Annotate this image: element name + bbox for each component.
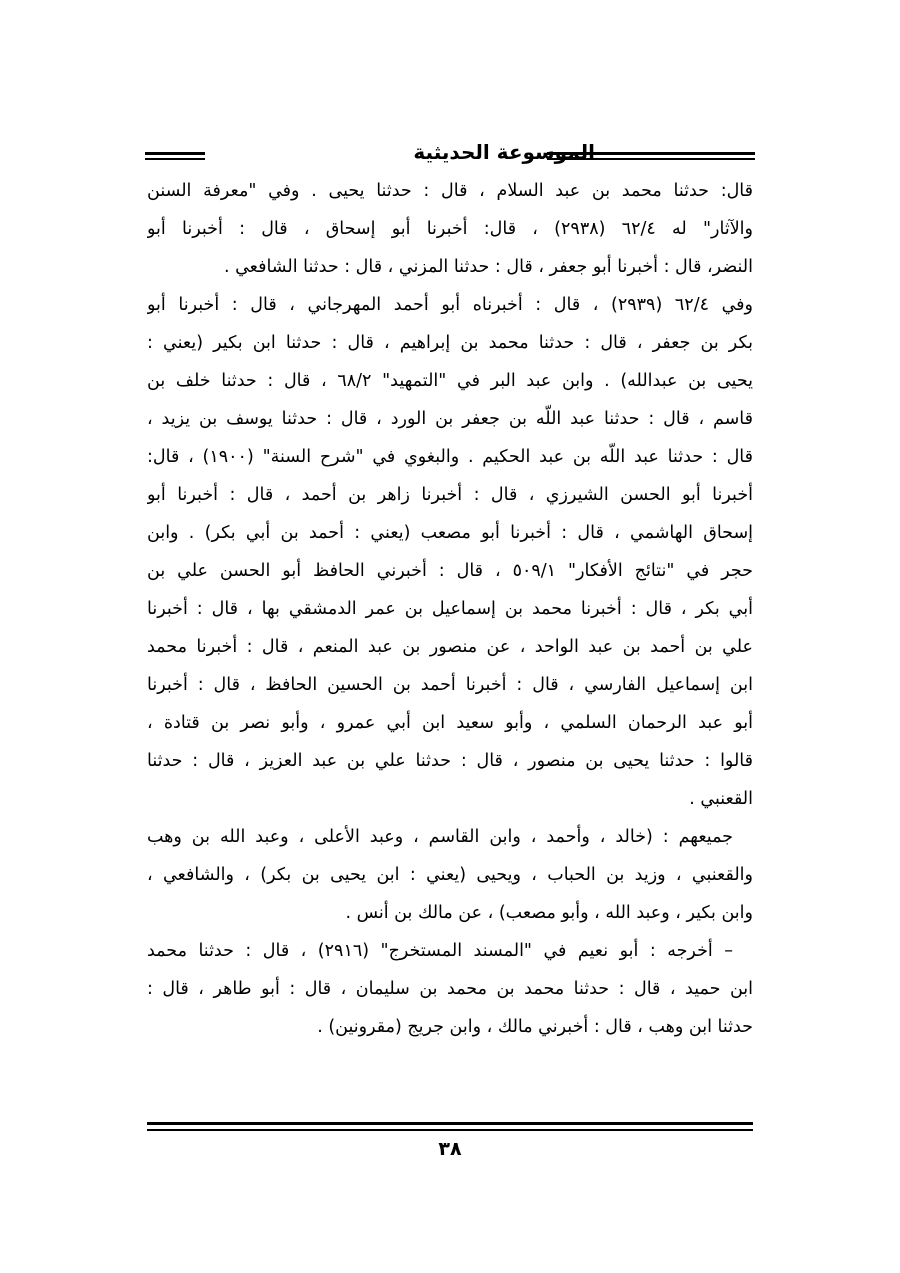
text-line: حدثنا ابن وهب ، قال : أخبرني مالك ، وابن جريج (مقرونين) . bbox=[317, 1017, 753, 1037]
header-rule-left bbox=[145, 152, 205, 155]
page-number: ٣٨ bbox=[438, 1138, 462, 1160]
text-line: جميعهم : (خالد ، وأحمد ، وابن القاسم ، وعبد الأعلى ، وعبد الله بن وهب bbox=[147, 827, 733, 847]
page-header bbox=[145, 138, 755, 168]
text-line: أبي بكر ، قال : أخبرنا محمد بن إسماعيل بن عمر الدمشقي بها ، قال : أخبرنا bbox=[147, 599, 753, 619]
text-line: وفي ٦٢/٤ (٢٩٣٩) ، قال : أخبرناه أبو أحمد المهرجاني ، قال : أخبرنا أبو bbox=[147, 295, 753, 315]
footer-rule bbox=[147, 1122, 753, 1125]
text-line: علي بن أحمد بن عبد الواحد ، عن منصور بن عبد المنعم ، قال : أخبرنا محمد bbox=[147, 637, 753, 657]
text-line: قال: حدثنا محمد بن عبد السلام ، قال : حدثنا يحيى . وفي "معرفة السنن bbox=[147, 181, 753, 201]
running-title: الموسوعة الحديثية bbox=[413, 140, 595, 164]
text-line: يحيى بن عبدالله) . وابن عبد البر في "التمهيد" ٦٨/٢ ، قال : حدثنا خلف بن bbox=[147, 371, 753, 391]
text-line: القعنبي . bbox=[689, 789, 753, 809]
text-line: قال : حدثنا عبد اللّه بن عبد الحكيم . والبغوي في "شرح السنة" (١٩٠٠) ، قال: bbox=[147, 447, 753, 467]
header-rule-left-thin bbox=[145, 158, 205, 160]
text-line: والآثار" له ٦٢/٤ (٢٩٣٨) ، قال: أخبرنا أبو إسحاق ، قال : أخبرنا أبو bbox=[147, 219, 753, 239]
text-line: قاسم ، قال : حدثنا عبد اللّه بن جعفر بن الورد ، قال : حدثنا يوسف بن يزيد ، bbox=[147, 409, 753, 429]
text-line: أبو عبد الرحمان السلمي ، وأبو سعيد ابن أبي عمرو ، وأبو نصر بن قتادة ، bbox=[147, 713, 753, 733]
text-line: ابن حميد ، قال : حدثنا محمد بن محمد بن سليمان ، قال : أبو طاهر ، قال : bbox=[147, 979, 753, 999]
text-line: – أخرجه : أبو نعيم في "المسند المستخرج" (٢٩١٦) ، قال : حدثنا محمد bbox=[147, 941, 733, 961]
text-line: النضر، قال : أخبرنا أبو جعفر ، قال : حدثنا المزني ، قال : حدثنا الشافعي . bbox=[223, 257, 753, 277]
text-line: وابن بكير ، وعبد الله ، وأبو مصعب) ، عن مالك بن أنس . bbox=[345, 903, 753, 923]
text-line: أخبرنا أبو الحسن الشيرزي ، قال : أخبرنا زاهر بن أحمد ، قال : أخبرنا أبو bbox=[147, 485, 753, 505]
footer-rule-thin bbox=[147, 1129, 753, 1131]
text-line: حجر في "نتائج الأفكار" ٥٠٩/١ ، قال : أخبرني الحافظ أبو الحسن علي بن bbox=[147, 561, 753, 581]
text-line: ابن إسماعيل الفارسي ، قال : أخبرنا أحمد بن الحسين الحافظ ، قال : أخبرنا bbox=[147, 675, 753, 695]
text-line: إسحاق الهاشمي ، قال : أخبرنا أبو مصعب (يعني : أحمد بن أبي بكر) . وابن bbox=[147, 523, 753, 543]
text-line: بكر بن جعفر ، قال : حدثنا محمد بن إبراهيم ، قال : حدثنا ابن بكير (يعني : bbox=[147, 333, 753, 353]
text-line: قالوا : حدثنا يحيى بن منصور ، قال : حدثنا علي بن عبد العزيز ، قال : حدثنا bbox=[147, 751, 753, 771]
body-text bbox=[147, 172, 753, 1046]
text-line: والقعنبي ، وزيد بن الحباب ، ويحيى (يعني : ابن يحيى بن بكر) ، والشافعي ، bbox=[147, 865, 753, 885]
